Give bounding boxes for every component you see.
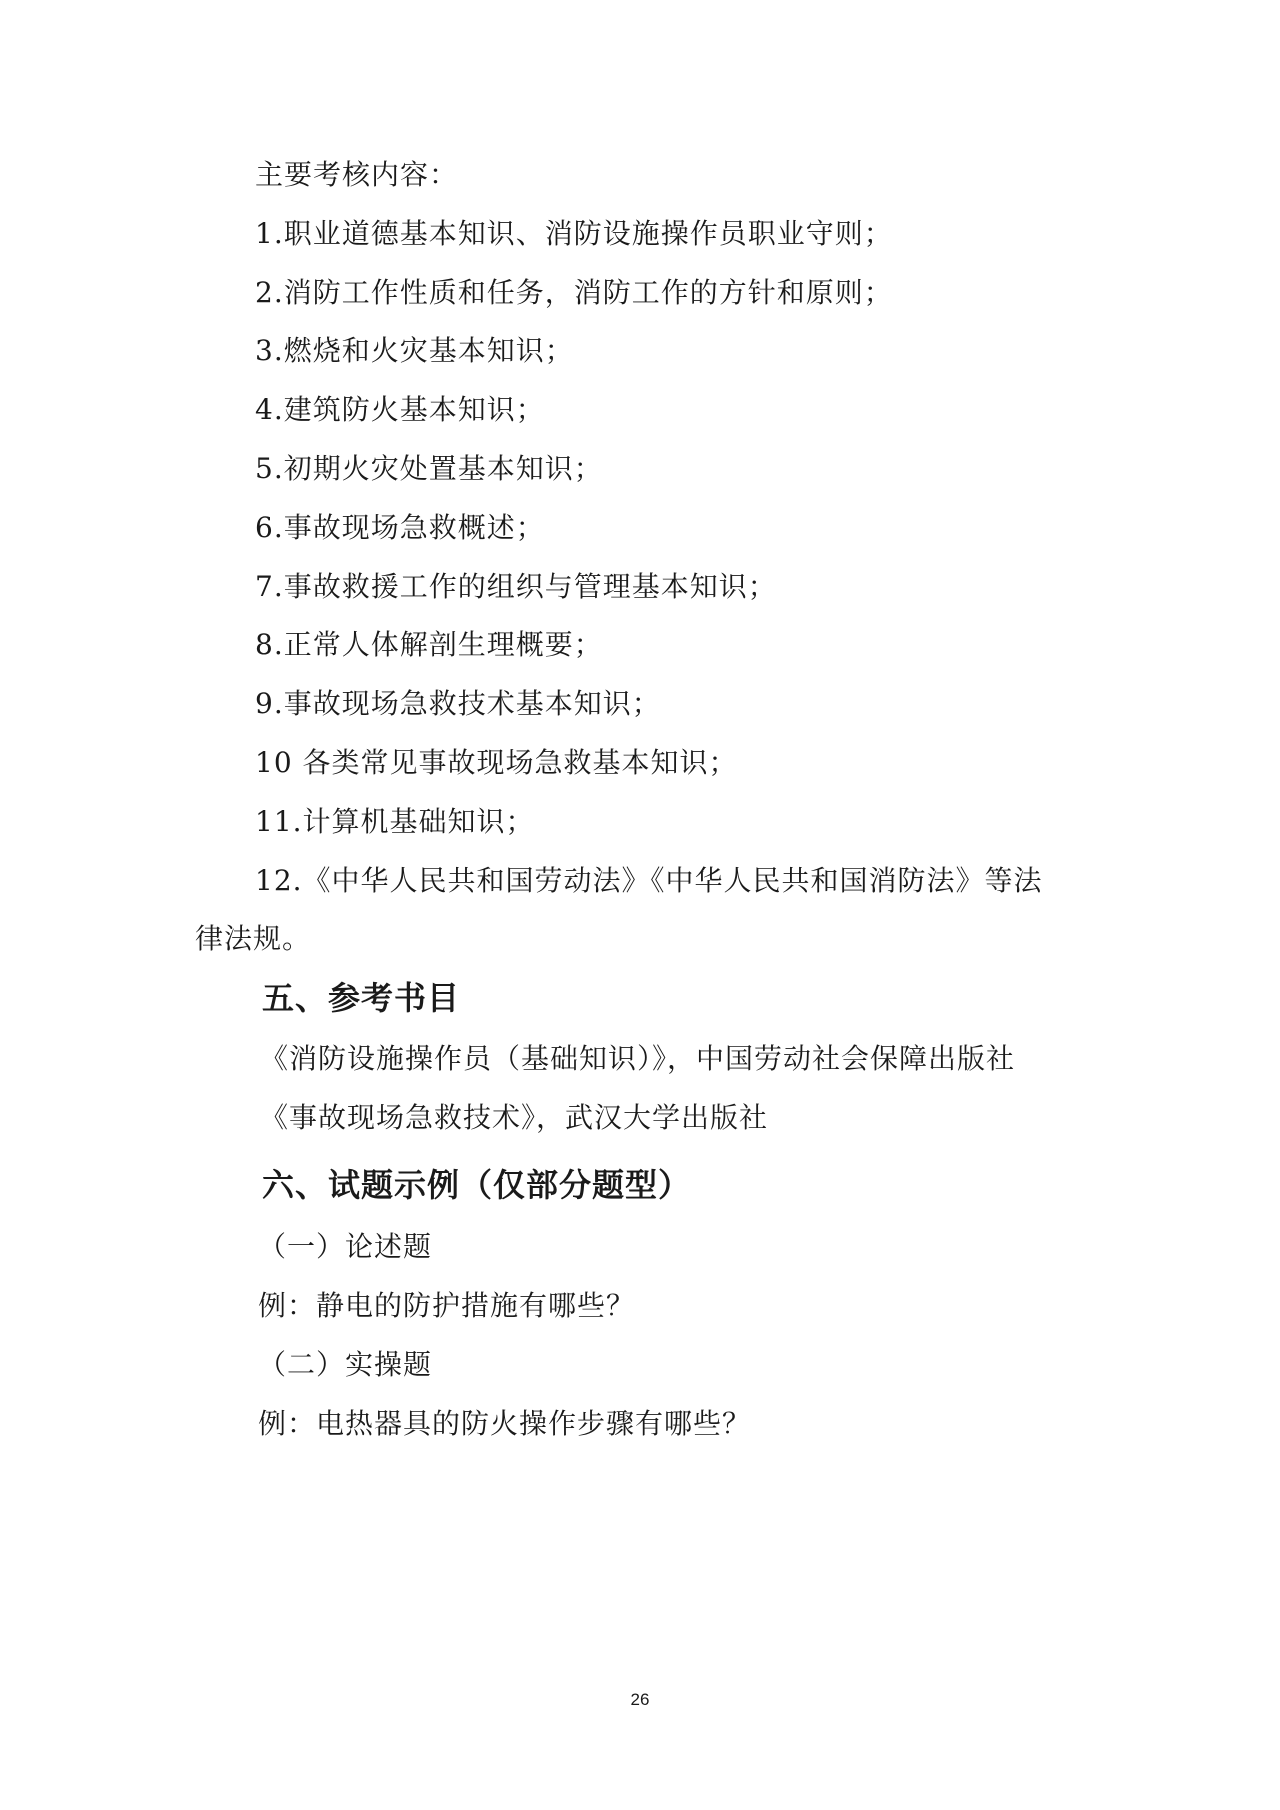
reference-book: 《消防设施操作员（基础知识）》，中国劳动社会保障出版社 [260, 1042, 1016, 1075]
question-type-essay: （一）论述题 [258, 1230, 433, 1263]
list-item: 2.消防工作性质和任务，消防工作的方针和原则； [255, 276, 893, 309]
example-question: 例：静电的防护措施有哪些？ [258, 1289, 636, 1322]
list-item: 5.初期火灾处置基本知识； [255, 452, 603, 485]
list-item: 9.事故现场急救技术基本知识； [255, 687, 661, 720]
section-heading-references: 五、参考书目 [262, 979, 461, 1017]
list-item-12-line1: 12.《中华人民共和国劳动法》《中华人民共和国消防法》等法 [255, 864, 1043, 897]
reference-book: 《事故现场急救技术》，武汉大学出版社 [260, 1101, 769, 1134]
example-question: 例：电热器具的防火操作步骤有哪些？ [258, 1407, 752, 1440]
list-item: 7.事故救援工作的组织与管理基本知识； [255, 570, 777, 603]
list-item: 11.计算机基础知识； [255, 805, 535, 838]
list-item: 4.建筑防火基本知识； [255, 393, 545, 426]
list-item: 8.正常人体解剖生理概要； [255, 628, 603, 661]
list-item: 3.燃烧和火灾基本知识； [255, 334, 574, 367]
intro-label: 主要考核内容： [255, 158, 459, 191]
list-item: 1.职业道德基本知识、消防设施操作员职业守则； [255, 217, 893, 250]
list-item-12-line2: 律法规。 [195, 922, 312, 955]
list-item: 6.事故现场急救概述； [255, 511, 545, 544]
section-heading-examples: 六、试题示例（仅部分题型） [262, 1166, 692, 1204]
page-number: 26 [630, 1690, 650, 1709]
list-item: 10 各类常见事故现场急救基本知识； [255, 746, 738, 779]
question-type-practical: （二）实操题 [258, 1348, 433, 1381]
